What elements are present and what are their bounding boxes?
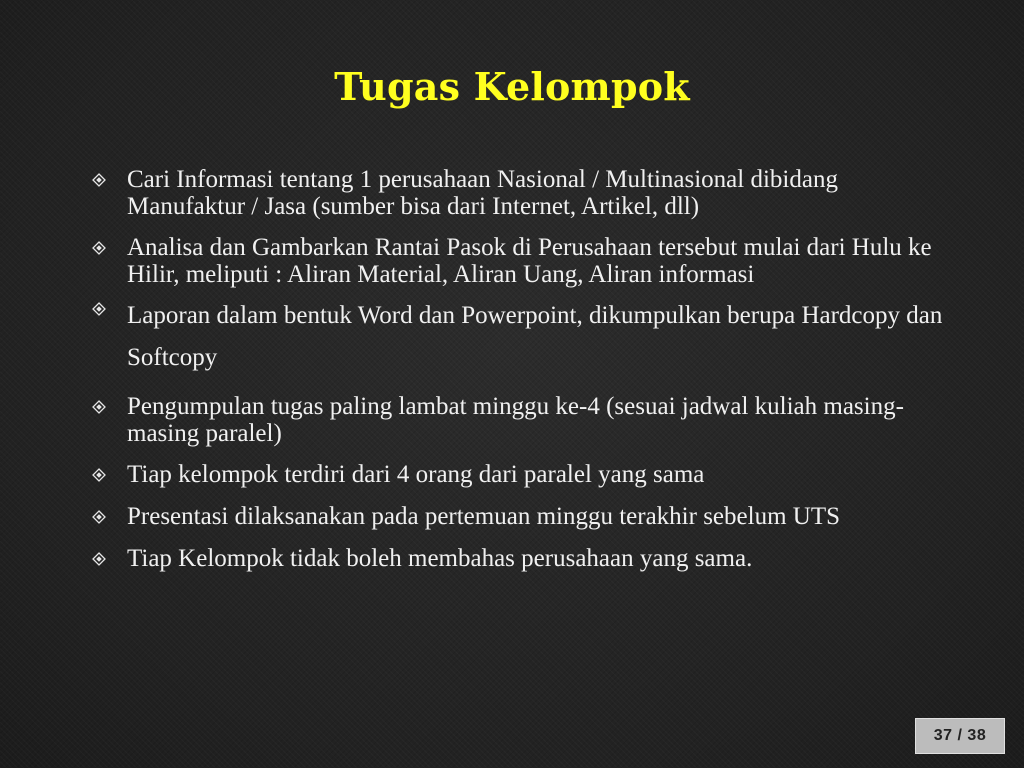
bullet-item bbox=[92, 295, 962, 379]
bullet-item bbox=[92, 166, 962, 220]
slide-title: Tugas Kelompok bbox=[334, 64, 690, 109]
diamond-bullet-icon bbox=[92, 552, 106, 566]
diamond-bullet-icon bbox=[92, 400, 106, 414]
bullet-text: Cari Informasi tentang 1 perusahaan Nasional / Multinasional dibidang Manufaktur / Jasa (sumber bisa dari Internet, Artikel, dll) bbox=[127, 166, 838, 220]
bullet-text: Laporan dalam bentuk Word dan Powerpoint, dikumpulkan berupa Hardcopy dan Softcopy bbox=[127, 302, 943, 371]
bullet-item bbox=[92, 503, 962, 530]
diamond-bullet-icon bbox=[92, 173, 106, 187]
bullet-text: Presentasi dilaksanakan pada pertemuan minggu terakhir sebelum UTS bbox=[127, 503, 840, 530]
bullet-text: Pengumpulan tugas paling lambat minggu ke-4 (sesuai jadwal kuliah masing-masing paralel) bbox=[127, 393, 904, 447]
diamond-bullet-icon bbox=[92, 302, 106, 316]
bullet-text: Analisa dan Gambarkan Rantai Pasok di Perusahaan tersebut mulai dari Hulu ke Hilir, meliputi : Aliran Material, Aliran Uang, Aliran informasi bbox=[127, 234, 932, 288]
bullet-list bbox=[92, 166, 962, 572]
bullet-item bbox=[92, 393, 962, 447]
bullet-text: Tiap Kelompok tidak boleh membahas perusahaan yang sama. bbox=[127, 545, 753, 572]
diamond-bullet-icon bbox=[92, 510, 106, 524]
page-counter: 37 / 38 bbox=[915, 718, 1005, 754]
bullet-item bbox=[92, 545, 962, 572]
bullet-item bbox=[92, 461, 962, 488]
diamond-bullet-icon bbox=[92, 468, 106, 482]
bullet-text: Tiap kelompok terdiri dari 4 orang dari paralel yang sama bbox=[127, 461, 705, 488]
bullet-item bbox=[92, 234, 962, 288]
diamond-bullet-icon bbox=[92, 241, 106, 255]
